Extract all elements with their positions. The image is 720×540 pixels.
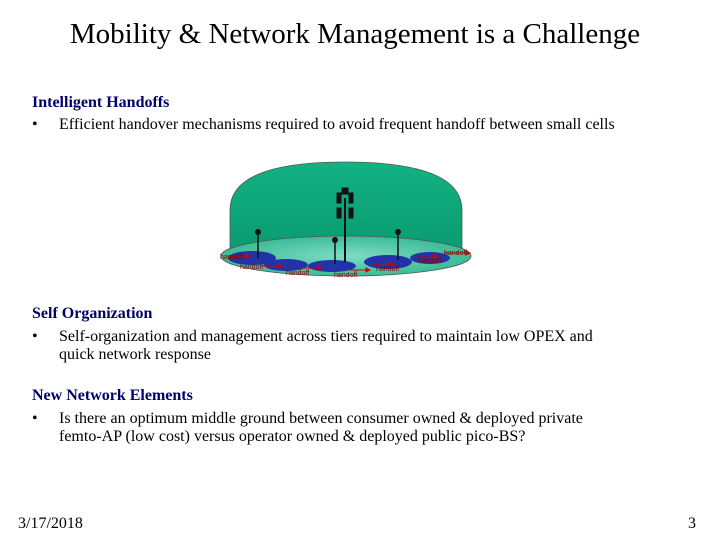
bullet-marker: •: [32, 116, 38, 133]
bullet-marker: •: [32, 328, 38, 345]
bullet-text-line: quick network response: [59, 346, 211, 363]
handoff-label: handoff: [444, 250, 468, 257]
handoff-label: handoff: [286, 270, 310, 277]
bullet-text-line: Self-organization and management across tiers required to maintain low OPEX and: [59, 328, 593, 345]
bullet-text-line: Efficient handover mechanisms required to avoid frequent handoff between small cells: [59, 116, 615, 133]
page-title: Mobility & Network Management is a Challenge: [69, 18, 641, 50]
handoff-label: handoff: [240, 264, 264, 271]
small-cell: [308, 260, 356, 272]
handoff-label: handoff: [376, 266, 400, 273]
section-heading-new-network-elements: New Network Elements: [32, 387, 193, 404]
bullet-marker: •: [32, 410, 38, 427]
footer-date: 3/17/2018: [18, 515, 83, 532]
section-heading-self-organization: Self Organization: [32, 305, 153, 322]
handoff-label: handoff: [418, 258, 442, 265]
section-heading-intelligent-handoffs: Intelligent Handoffs: [32, 94, 170, 111]
handoff-label: handoff: [334, 272, 358, 279]
handoff-label: handoff: [220, 254, 244, 261]
bullet-text-line: femto-AP (low cost) versus operator owned & deployed public pico-BS?: [59, 428, 526, 445]
bullet-text-line: Is there an optimum middle ground between consumer owned & deployed private: [59, 410, 583, 427]
handoff-diagram: [200, 150, 490, 290]
page-number: 3: [688, 515, 696, 532]
